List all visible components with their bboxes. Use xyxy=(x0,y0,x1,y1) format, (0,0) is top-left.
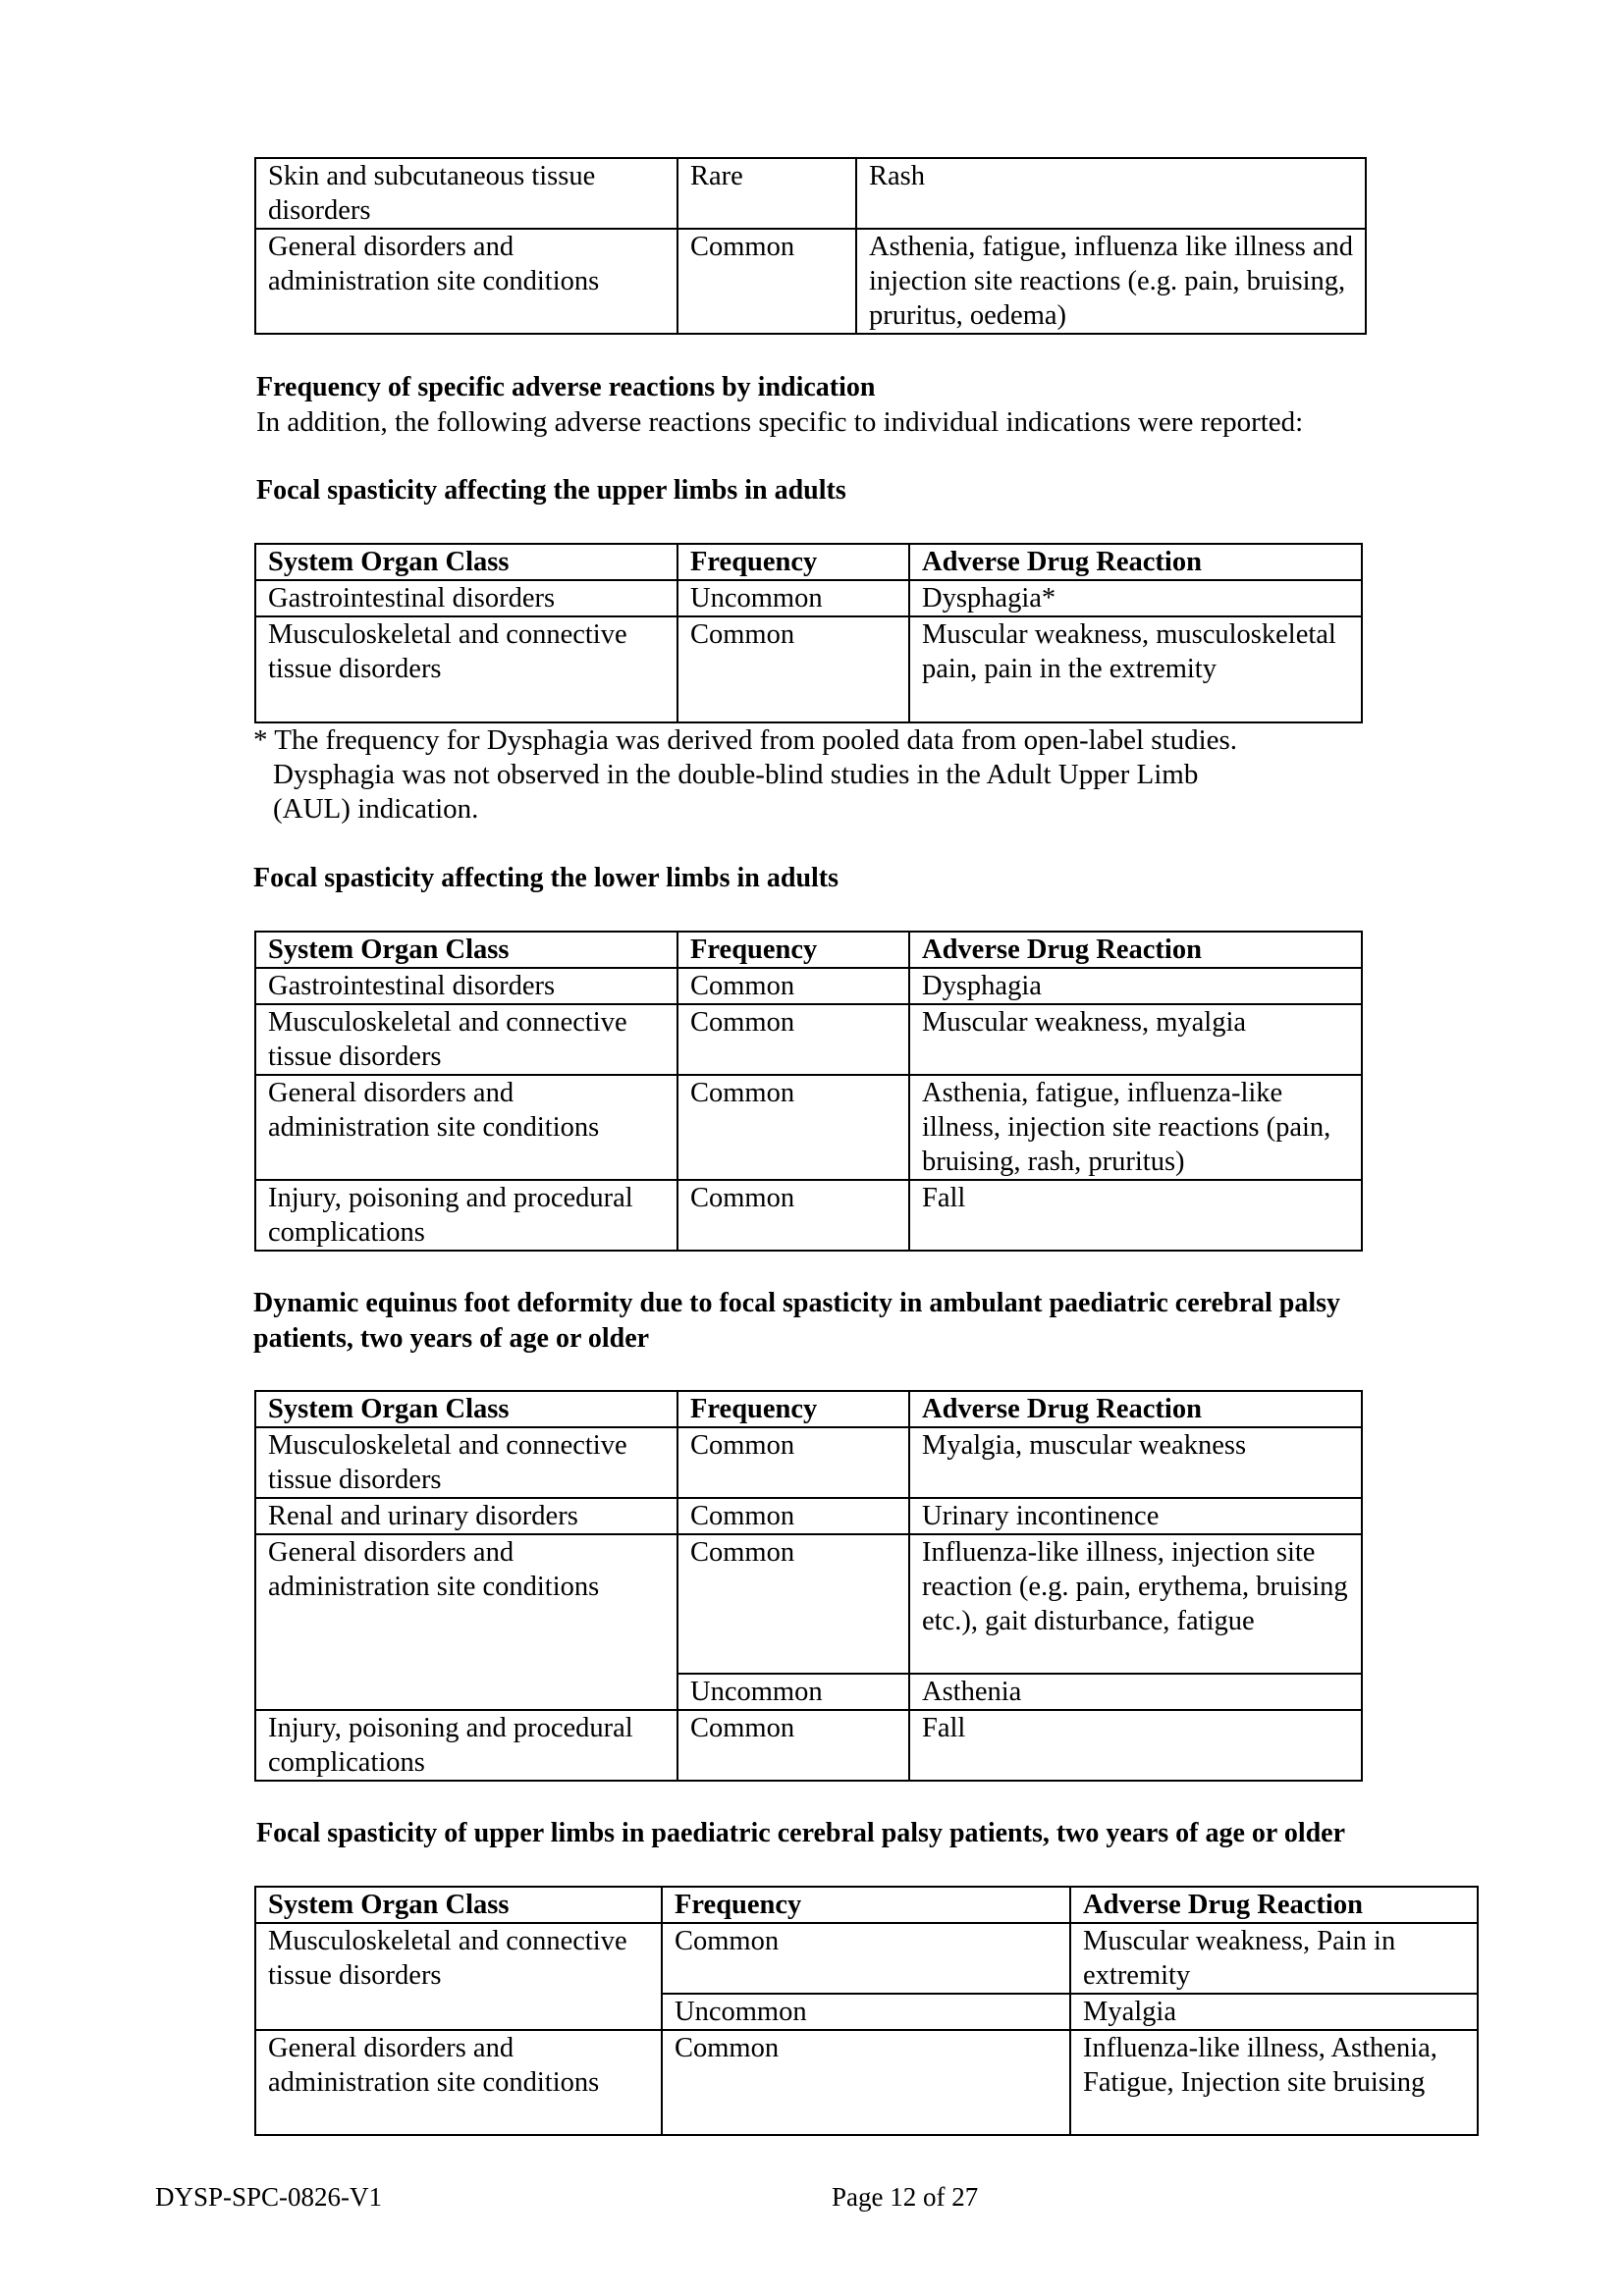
table-row xyxy=(255,1710,1362,1781)
table-cell: Rash xyxy=(856,158,1366,229)
table-row xyxy=(255,1923,1478,1994)
table-header-row xyxy=(255,544,1362,580)
table-cell: Asthenia, fatigue, influenza like illness and injection site reactions (e.g. pain, bruising, pruritus, oedema) xyxy=(856,229,1366,334)
table-header-row xyxy=(255,932,1362,968)
table-cell: Common xyxy=(677,1075,909,1180)
table-cell: Common xyxy=(677,1180,909,1251)
column-header: Frequency xyxy=(662,1887,1070,1923)
table-upper-limbs-paediatric xyxy=(254,1886,1479,2136)
column-header: Adverse Drug Reaction xyxy=(909,1391,1362,1427)
table2-title: Focal spasticity affecting the lower limbs in adults xyxy=(253,863,839,893)
table-cell: General disorders and administration site conditions xyxy=(255,1075,677,1180)
table-cell: Dysphagia xyxy=(909,968,1362,1004)
footnote-line: Dysphagia was not observed in the double-blind studies in the Adult Upper Limb xyxy=(273,759,1199,790)
table-cell: Urinary incontinence xyxy=(909,1498,1362,1534)
table-cell: Influenza-like illness, injection site reaction (e.g. pain, erythema, bruising etc.), gait disturbance, fatigue xyxy=(909,1534,1362,1674)
table-cell: Rare xyxy=(677,158,856,229)
table-cell: Gastrointestinal disorders xyxy=(255,580,677,616)
table-row xyxy=(255,1427,1362,1498)
table-cell: Skin and subcutaneous tissue disorders xyxy=(255,158,677,229)
table-row xyxy=(255,1498,1362,1534)
table-cell: Musculoskeletal and connective tissue disorders xyxy=(255,1923,662,2030)
column-header: Adverse Drug Reaction xyxy=(909,932,1362,968)
table-cell: Gastrointestinal disorders xyxy=(255,968,677,1004)
table-header-row xyxy=(255,1887,1478,1923)
footer-page-number: Page 12 of 27 xyxy=(832,2182,979,2212)
table-cell: General disorders and administration site conditions xyxy=(255,229,677,334)
table-row xyxy=(255,1180,1362,1251)
table4-title: Focal spasticity of upper limbs in paediatric cerebral palsy patients, two years of age or older xyxy=(256,1818,1346,1848)
column-header: Frequency xyxy=(677,1391,909,1427)
table-cell: Muscular weakness, myalgia xyxy=(909,1004,1362,1075)
table-cell: Musculoskeletal and connective tissue disorders xyxy=(255,616,677,722)
table-cell: Fall xyxy=(909,1180,1362,1251)
table-cell: Injury, poisoning and procedural complications xyxy=(255,1180,677,1251)
table-row xyxy=(255,158,1366,229)
table-row xyxy=(255,968,1362,1004)
table-cell: Asthenia xyxy=(909,1674,1362,1710)
table-cell: Common xyxy=(677,1498,909,1534)
table-cell: Injury, poisoning and procedural complications xyxy=(255,1710,677,1781)
table-cell: Uncommon xyxy=(677,1674,909,1710)
table-continuation xyxy=(254,157,1367,335)
table-cell: Muscular weakness, Pain in extremity xyxy=(1070,1923,1478,1994)
table-cell: Common xyxy=(677,1004,909,1075)
table-cell: Musculoskeletal and connective tissue disorders xyxy=(255,1004,677,1075)
table-cell: General disorders and administration site conditions xyxy=(255,2030,662,2135)
table-cell: General disorders and administration site conditions xyxy=(255,1534,677,1710)
table-row xyxy=(255,1534,1362,1674)
table-cell: Myalgia, muscular weakness xyxy=(909,1427,1362,1498)
column-header: System Organ Class xyxy=(255,1391,677,1427)
table-row xyxy=(255,580,1362,616)
table-cell: Musculoskeletal and connective tissue disorders xyxy=(255,1427,677,1498)
table-cell: Uncommon xyxy=(677,580,909,616)
table3-title-line: Dynamic equinus foot deformity due to focal spasticity in ambulant paediatric cerebral palsy xyxy=(253,1288,1341,1318)
table-lower-limbs-adults xyxy=(254,931,1363,1252)
column-header: Frequency xyxy=(677,932,909,968)
section-heading: Frequency of specific adverse reactions by indication xyxy=(256,372,876,402)
column-header: System Organ Class xyxy=(255,1887,662,1923)
table3-title-line: patients, two years of age or older xyxy=(253,1323,650,1354)
table-cell: Common xyxy=(677,229,856,334)
table-cell: Common xyxy=(677,1534,909,1674)
table-cell: Dysphagia* xyxy=(909,580,1362,616)
table-cell: Myalgia xyxy=(1070,1994,1478,2030)
table-cell: Common xyxy=(677,1427,909,1498)
column-header: Adverse Drug Reaction xyxy=(1070,1887,1478,1923)
table-row xyxy=(255,1075,1362,1180)
section-intro-text: In addition, the following adverse reactions specific to individual indications were reported: xyxy=(256,406,1304,438)
table-cell: Fall xyxy=(909,1710,1362,1781)
table-cell: Common xyxy=(677,1710,909,1781)
table-cell: Common xyxy=(662,2030,1070,2135)
table-row xyxy=(255,1004,1362,1075)
table-header-row xyxy=(255,1391,1362,1427)
table-upper-limbs-adults xyxy=(254,543,1363,723)
table-cell: Renal and urinary disorders xyxy=(255,1498,677,1534)
table-cell: Uncommon xyxy=(662,1994,1070,2030)
footnote-line: (AUL) indication. xyxy=(273,793,479,825)
table1-title: Focal spasticity affecting the upper limbs in adults xyxy=(256,475,846,506)
table-cell: Asthenia, fatigue, influenza-like illness, injection site reactions (pain, bruising, rash, pruritus) xyxy=(909,1075,1362,1180)
column-header: Frequency xyxy=(677,544,909,580)
table-row xyxy=(255,229,1366,334)
table-cell: Influenza-like illness, Asthenia, Fatigue, Injection site bruising xyxy=(1070,2030,1478,2135)
column-header: System Organ Class xyxy=(255,544,677,580)
table-row xyxy=(255,2030,1478,2135)
footnote-line: * The frequency for Dysphagia was derived from pooled data from open-label studies. xyxy=(253,724,1238,756)
table-equinus-foot-paediatric xyxy=(254,1390,1363,1782)
table-cell: Common xyxy=(662,1923,1070,1994)
table-cell: Common xyxy=(677,968,909,1004)
footer-doc-id: DYSP-SPC-0826-V1 xyxy=(155,2182,383,2212)
table-row xyxy=(255,616,1362,722)
table-cell: Muscular weakness, musculoskeletal pain, pain in the extremity xyxy=(909,616,1362,722)
table-cell: Common xyxy=(677,616,909,722)
column-header: System Organ Class xyxy=(255,932,677,968)
column-header: Adverse Drug Reaction xyxy=(909,544,1362,580)
